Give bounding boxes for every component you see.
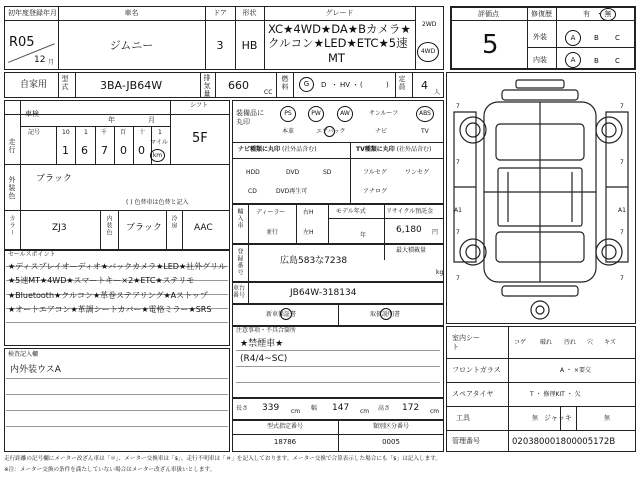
model-year-label: モデル年式 — [336, 208, 366, 215]
fuel-hv: HV — [340, 81, 351, 89]
inspector-block — [4, 348, 230, 452]
inspection-month: 月 — [148, 116, 155, 124]
jack-value: 無 — [604, 415, 611, 422]
mark-rr-1: 7 — [620, 229, 624, 236]
grade-line-1: XC★4WD★DA★Bカメラ★ — [268, 22, 411, 36]
designation-value: 18786 — [273, 438, 297, 446]
model: 3BA-JB64W — [100, 79, 163, 92]
repair-yes: 有 — [583, 10, 590, 18]
tv-oneseg: ワンセグ — [405, 169, 430, 176]
mark-rr-2: 7 — [620, 275, 624, 282]
mileage-unit-mile: マイル — [150, 139, 168, 146]
mileage-unit-1a: 1 — [84, 129, 88, 136]
int-label: 内装 — [533, 56, 547, 64]
navi-cd: CD — [248, 188, 257, 195]
equip-leather: 本革 — [282, 128, 295, 135]
warranty-mark — [280, 308, 292, 320]
navi-sd: SD — [323, 169, 332, 176]
drive-4wd: 4WD — [417, 42, 439, 62]
reg-month: 12 — [34, 55, 46, 65]
navi-dvd-play: DVD再生可 — [276, 188, 308, 195]
spare-label: スペアタイヤ — [452, 390, 494, 398]
mark-fr-1: 7 — [620, 103, 624, 110]
import-dealer: ディーラー — [256, 209, 286, 216]
mark-fl-2: 7 — [456, 159, 460, 166]
fuel-label: 燃料 — [281, 75, 289, 91]
notes-label: 注意事項・不具合箇所 — [236, 327, 297, 334]
grade-line-3: MT — [328, 51, 345, 65]
int-grade-a: A — [565, 52, 581, 68]
width-unit: cm — [360, 408, 370, 415]
fuel-paren-open: ( — [360, 81, 363, 89]
designation-label: 型式指定番号 — [266, 423, 303, 430]
height-value: 172 — [402, 403, 420, 413]
class-value: 0005 — [382, 438, 400, 446]
equip-sunroof: サンルーフ — [369, 110, 399, 117]
capacity-unit: 人 — [434, 89, 441, 96]
warranty-label: 新車保証書 — [266, 311, 297, 318]
mark-fr-2: 7 — [620, 159, 624, 166]
model-year-unit: 年 — [360, 232, 367, 239]
mileage-unit-1b: 1 — [158, 129, 162, 136]
recycle-value: 6,180 — [396, 225, 422, 235]
repair-sep: ・ — [596, 10, 603, 18]
seat-opt-burn: コゲ — [514, 339, 527, 346]
width-value: 147 — [332, 403, 350, 413]
mileage-unit-10: 10 — [62, 129, 70, 136]
chassis-value: JB64W-318134 — [290, 288, 357, 298]
ext-grade-c: C — [615, 34, 620, 42]
sales-line-2: ★5速MT★4WD★スマートキー×2★ETC★ステリモ — [8, 276, 195, 285]
equip-pw: PW — [308, 106, 324, 122]
shift-label: シフト — [190, 102, 209, 109]
class-label: 類別区分番号 — [372, 423, 409, 430]
import-label: 輸入車 — [236, 208, 243, 229]
ext-color-note: ( ) 色替車は色替と記入 — [126, 199, 189, 206]
equip-tv: TV — [421, 128, 429, 135]
import-parallel: 並行 — [266, 229, 279, 236]
height-unit: cm — [430, 408, 440, 415]
ac-label: 冷房 — [170, 215, 177, 229]
notes-line-2: (R4/4~SC) — [240, 354, 288, 364]
navi-dvd: DVD — [286, 169, 300, 176]
tv-analog: アナログ — [363, 188, 388, 195]
navi-hdd: HDD — [246, 169, 260, 176]
load-unit: kg — [436, 269, 444, 276]
seat-opt-hole: 穴 — [587, 339, 594, 346]
mark-a1-left: A1 — [454, 207, 462, 214]
footer-line-1: 走行距離の記号欄にメーター改ざん車は「＊」、メーター交換車は「$」、走行不明車は「＃」を記入しております。メーター交換で合算表示した場合にも「$」は記入します。 — [4, 456, 441, 462]
inspector-label: 検査記入欄 — [8, 351, 39, 358]
car-name: ジムニー — [109, 39, 154, 52]
notes-line-1: ★禁煙車★ — [240, 339, 284, 349]
capacity: 4 — [421, 79, 428, 92]
manual-mark — [380, 308, 392, 320]
inspection-label: 車検 — [25, 110, 39, 118]
shift-value: 5F — [192, 131, 208, 146]
jack-label: ジャッキ — [544, 414, 572, 422]
mileage-digit-4: 0 — [120, 144, 127, 157]
glass-value: A ・ ×要交 — [560, 367, 591, 374]
height-label: 高さ — [378, 405, 391, 412]
sales-line-1: ★ディスプレイオーディオ★バックカメラ★LED★社外グリル — [8, 262, 227, 271]
width-label: 幅 — [311, 405, 318, 412]
registration-label: 登録番号 — [236, 248, 243, 276]
color-label: カラー — [8, 215, 15, 236]
mileage-digit-3: 7 — [101, 144, 108, 157]
mark-rl-1: 7 — [456, 229, 460, 236]
load-label: 最大積載量 — [396, 247, 427, 254]
tv-label: TV種類に丸印 (社外品含む) — [356, 146, 432, 153]
mileage-digit-5: 0 — [138, 144, 145, 157]
int-grade-c: C — [615, 57, 620, 65]
tools-value: 無 — [532, 415, 539, 422]
mgmt-value: 020380001800005172B — [512, 437, 616, 447]
fuel-paren-close: ) — [386, 81, 389, 89]
mark-a1-right: A1 — [618, 207, 626, 214]
repair-label: 修復歴 — [531, 10, 552, 18]
fuel-g: G — [299, 77, 314, 92]
length-label: 長さ — [236, 405, 249, 412]
ac-value: AAC — [194, 223, 213, 233]
registration-value: 広島583な7238 — [280, 256, 348, 266]
mileage-digit-2: 6 — [81, 144, 88, 157]
mileage-label: 走行 — [8, 138, 16, 154]
footer-line-2: ※注：メーター交換の条件を満たしていない場合はメーター改ざん車扱いとします。 — [4, 467, 216, 473]
row2-table — [4, 72, 444, 98]
score-label: 評価点 — [478, 10, 499, 18]
mgmt-label: 管理番号 — [452, 437, 480, 445]
doors-label: ドア — [213, 9, 227, 17]
equip-airbag-mark — [324, 126, 335, 137]
reg-year-label: 初年度登録年月 — [8, 9, 57, 17]
mileage-unit-km: km — [150, 149, 165, 162]
fuel-sep1: ・ — [331, 81, 338, 89]
inspector-value: 内外装ウスA — [10, 365, 61, 375]
length-unit: cm — [291, 408, 301, 415]
sales-label: セールスポイント — [8, 251, 56, 258]
recycle-label: リサイクル預託金 — [386, 208, 434, 215]
mark-fl-1: 7 — [456, 103, 460, 110]
int-grade-b: B — [594, 57, 599, 65]
equip-abs: ABS — [416, 106, 434, 122]
model-label: 型式 — [61, 75, 69, 91]
mileage-unit-hundred: 百 — [120, 129, 127, 136]
navi-label: ナビ種類に丸印 (社外品含む) — [238, 146, 317, 153]
equip-navi: ナビ — [375, 128, 388, 135]
capacity-label: 定員 — [398, 75, 406, 91]
fuel-sep2: ・ — [352, 81, 359, 89]
mileage-unit-ten: 十 — [139, 129, 146, 136]
glass-label: フロントガラス — [452, 366, 501, 374]
mark-rl-2: 7 — [456, 275, 460, 282]
recycle-unit: 円 — [432, 229, 439, 236]
seat-opt-stain: 汚れ — [564, 339, 577, 346]
ext-color: ブラック — [36, 174, 72, 184]
mileage-unit-thousand: 千 — [101, 129, 108, 136]
equip-airbag: エアバック — [316, 128, 346, 135]
seat-opt-scratch: キズ — [604, 339, 616, 346]
repair-no: 無 — [600, 8, 616, 21]
ext-color-label: 外装色 — [8, 176, 16, 200]
inspection-year: 年 — [108, 116, 115, 124]
mileage-digit-1: 1 — [62, 144, 69, 157]
int-color: ブラック — [126, 223, 162, 233]
equipment-label: 装備品に丸印 — [236, 109, 264, 127]
import-left: 左H — [303, 229, 314, 236]
seat-opt-tear: 破れ — [540, 339, 553, 346]
equip-aw: AW — [337, 106, 353, 122]
reg-year: R05 — [9, 35, 35, 50]
disp-unit: CC — [264, 89, 273, 96]
displacement: 660 — [228, 79, 249, 92]
car-diagram — [446, 72, 636, 324]
mileage-head: 記号 — [28, 129, 41, 136]
tv-fullseg: フルセグ — [363, 169, 387, 176]
chassis-label: 車台番号 — [233, 285, 246, 299]
seat-label: 室内シート — [452, 334, 480, 352]
grade-label: グレード — [325, 9, 354, 17]
tools-label: 工具 — [456, 414, 470, 422]
body-label: 形状 — [242, 9, 257, 17]
equip-ps: PS — [280, 106, 296, 122]
int-color-label: 内装色 — [105, 215, 112, 236]
spare-value: T ・ 修理KIT ・ 欠 — [530, 391, 581, 398]
length-value: 339 — [262, 403, 280, 413]
ext-label: 外装 — [533, 33, 547, 41]
color-no: ZJ3 — [52, 223, 67, 233]
score-value: 5 — [482, 30, 499, 60]
import-right: 右H — [303, 209, 314, 216]
reg-month-unit: 月 — [48, 59, 55, 66]
usage: 自家用 — [20, 80, 48, 90]
car-name-label: 車名 — [124, 9, 139, 17]
sales-line-4: ★オートエアコン★革調シートカバー★電格ミラー★SRS — [8, 305, 212, 314]
manual-label: 取扱説明書 — [370, 311, 401, 318]
body-type: HB — [241, 39, 258, 52]
fuel-d: D — [321, 81, 327, 89]
disp-label: 排気量 — [203, 74, 211, 98]
doors: 3 — [216, 39, 224, 52]
sales-line-3: ★Bluetooth★クルコン★革巻ステアリング★Aストップ — [8, 291, 208, 300]
ext-grade-a: A — [565, 30, 581, 46]
ext-grade-b: B — [594, 34, 599, 42]
drive-2wd: 2WD — [422, 21, 437, 28]
grade-line-2: クルコン★LED★ETC★5速 — [268, 36, 408, 50]
